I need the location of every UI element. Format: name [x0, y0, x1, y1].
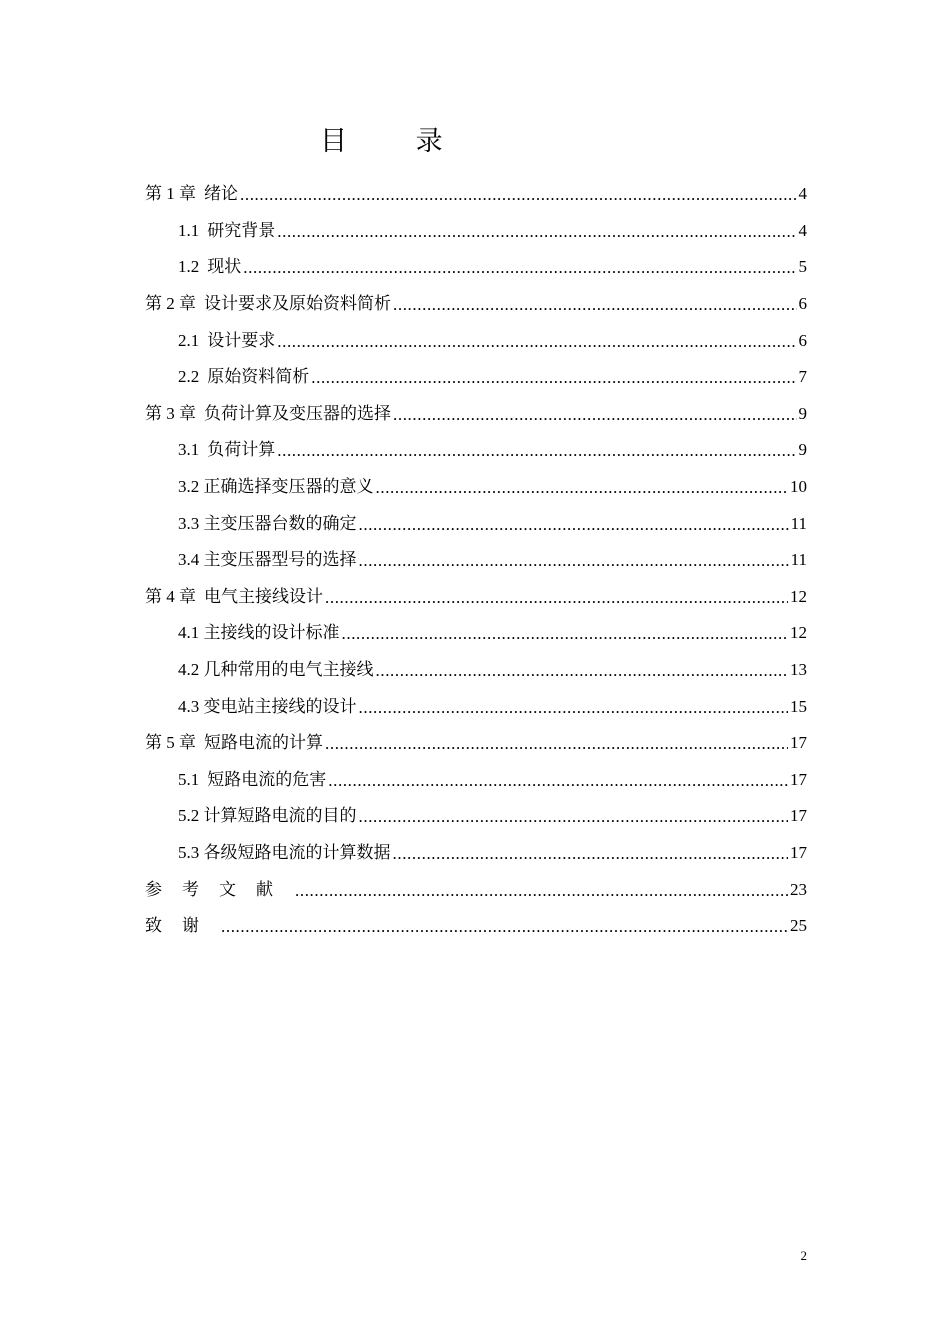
page-number: 2	[800, 1248, 807, 1263]
toc-entry[interactable]	[145, 322, 807, 359]
toc-entry-page: 6	[798, 294, 807, 314]
toc-entry-number: 第 4 章	[145, 586, 196, 606]
toc-entry-page: 12	[790, 586, 807, 606]
toc-entry-title: 绪论	[204, 184, 238, 204]
toc-entry[interactable]	[145, 615, 807, 652]
toc-entry-label	[178, 220, 275, 242]
toc-entry-title: 4.2 几种常用的电气主接线	[178, 660, 374, 680]
toc-entry-title: 研究背景	[207, 220, 276, 240]
toc-entry-page: 7	[798, 367, 807, 387]
dot-leader	[325, 587, 788, 609]
toc-entry-label	[178, 805, 357, 827]
toc-entry-title: 负荷计算	[207, 440, 276, 460]
toc-entry-label	[178, 549, 357, 571]
toc-entry[interactable]	[145, 213, 807, 250]
toc-entry-number: 5.1	[178, 769, 200, 789]
toc-entry-label	[145, 915, 219, 937]
toc-entry-title: 短路电流的危害	[207, 769, 327, 789]
toc-entry-label	[178, 842, 391, 864]
toc-entry[interactable]	[145, 725, 807, 762]
toc-entry-number: 1.1	[178, 220, 200, 240]
dot-leader	[221, 916, 788, 938]
toc-entry-title: 致谢	[145, 916, 219, 936]
dot-leader	[240, 184, 797, 206]
dot-leader	[328, 770, 788, 792]
dot-leader	[393, 294, 797, 316]
toc-entry-page: 17	[790, 769, 807, 789]
toc-entry-number: 2.1	[178, 330, 200, 350]
dot-leader	[359, 697, 789, 719]
toc-entry-label	[178, 622, 340, 644]
toc-entry-label	[145, 732, 323, 754]
toc-entry-label	[145, 879, 293, 901]
toc-entry-label	[178, 330, 275, 352]
toc-entry-label	[145, 586, 323, 608]
toc-entry[interactable]	[145, 798, 807, 835]
toc-entry-label	[178, 513, 357, 535]
toc-entry[interactable]	[145, 176, 807, 213]
toc-entry[interactable]	[145, 835, 807, 872]
dot-leader	[277, 440, 796, 462]
dot-leader	[243, 257, 796, 279]
toc-entry[interactable]	[145, 359, 807, 396]
toc-entry[interactable]	[145, 505, 807, 542]
toc-entry-number: 第 2 章	[145, 294, 196, 314]
dot-leader	[359, 550, 789, 572]
toc-entry-title: 短路电流的计算	[204, 733, 323, 753]
toc-entry-title: 原始资料简析	[207, 367, 310, 387]
toc-entry-page: 17	[790, 842, 807, 862]
toc-entry[interactable]	[145, 871, 807, 908]
dot-leader	[325, 733, 788, 755]
toc-entry-number: 3.1	[178, 440, 200, 460]
toc-entry-page: 11	[790, 513, 807, 533]
toc-entry[interactable]	[145, 688, 807, 725]
toc-entry-page: 4	[798, 220, 807, 240]
toc-entry-page: 4	[798, 184, 807, 204]
dot-leader	[311, 367, 796, 389]
toc-entry-title: 负荷计算及变压器的选择	[204, 403, 391, 423]
toc-entry-label	[178, 366, 309, 388]
toc-entry-label	[145, 183, 238, 205]
toc-entry-page: 9	[798, 440, 807, 460]
dot-leader	[359, 514, 789, 536]
toc-entry-page: 11	[790, 550, 807, 570]
toc-entry-title: 设计要求及原始资料简析	[204, 294, 391, 314]
dot-leader	[393, 404, 797, 426]
toc-entry[interactable]	[145, 432, 807, 469]
toc-entry-number: 第 3 章	[145, 403, 196, 423]
toc-entry-number: 第 5 章	[145, 733, 196, 753]
toc-entry-page: 13	[790, 660, 807, 680]
toc-entry-page: 23	[790, 879, 807, 899]
dot-leader	[342, 623, 789, 645]
toc-entry[interactable]	[145, 286, 807, 323]
toc-entry-label	[178, 659, 374, 681]
toc-entry-page: 9	[798, 403, 807, 423]
toc-entry-page: 17	[790, 733, 807, 753]
toc-entry-label	[178, 256, 241, 278]
toc-entry-number: 1.2	[178, 257, 200, 277]
toc-entry[interactable]	[145, 762, 807, 799]
toc-entry-number: 第 1 章	[145, 184, 196, 204]
toc-entry-label	[178, 439, 275, 461]
toc-entry[interactable]	[145, 396, 807, 433]
toc-entry-page: 17	[790, 806, 807, 826]
dot-leader	[277, 331, 796, 353]
toc-entry-number: 2.2	[178, 367, 200, 387]
toc-entry-title: 4.1 主接线的设计标准	[178, 623, 340, 643]
toc-entry[interactable]	[145, 652, 807, 689]
toc-entry-title: 电气主接线设计	[204, 586, 323, 606]
dot-leader	[393, 843, 789, 865]
toc-entry-label	[145, 293, 391, 315]
toc-entry-title: 现状	[207, 257, 242, 277]
toc-entry-title: 参考文献	[145, 879, 293, 899]
toc-entry-title: 3.3 主变压器台数的确定	[178, 513, 357, 533]
toc-entry-title: 3.4 主变压器型号的选择	[178, 550, 357, 570]
dot-leader	[376, 660, 789, 682]
toc-entry-label	[178, 769, 326, 791]
toc-entry-title: 5.2 计算短路电流的目的	[178, 806, 357, 826]
toc-entry-label	[178, 696, 357, 718]
toc-entry-title: 4.3 变电站主接线的设计	[178, 696, 357, 716]
toc-entry[interactable]	[145, 249, 807, 286]
toc-entry[interactable]	[145, 908, 807, 945]
dot-leader	[359, 806, 789, 828]
toc-entry-page: 15	[790, 696, 807, 716]
toc-entry-page: 12	[790, 623, 807, 643]
dot-leader	[277, 221, 796, 243]
toc-list	[145, 176, 807, 944]
toc-entry[interactable]	[145, 542, 807, 579]
toc-entry-title: 设计要求	[207, 330, 276, 350]
toc-entry-page: 25	[790, 916, 807, 936]
dot-leader	[295, 880, 788, 902]
toc-entry-label	[178, 476, 374, 498]
toc-heading: 目 录	[320, 126, 473, 157]
dot-leader	[376, 477, 789, 499]
toc-entry[interactable]	[145, 579, 807, 616]
toc-entry[interactable]	[145, 469, 807, 506]
toc-entry-page: 10	[790, 477, 807, 497]
toc-entry-page: 5	[798, 257, 807, 277]
toc-entry-title: 5.3 各级短路电流的计算数据	[178, 842, 391, 862]
toc-entry-label	[145, 403, 391, 425]
toc-entry-title: 3.2 正确选择变压器的意义	[178, 477, 374, 497]
toc-entry-page: 6	[798, 330, 807, 350]
